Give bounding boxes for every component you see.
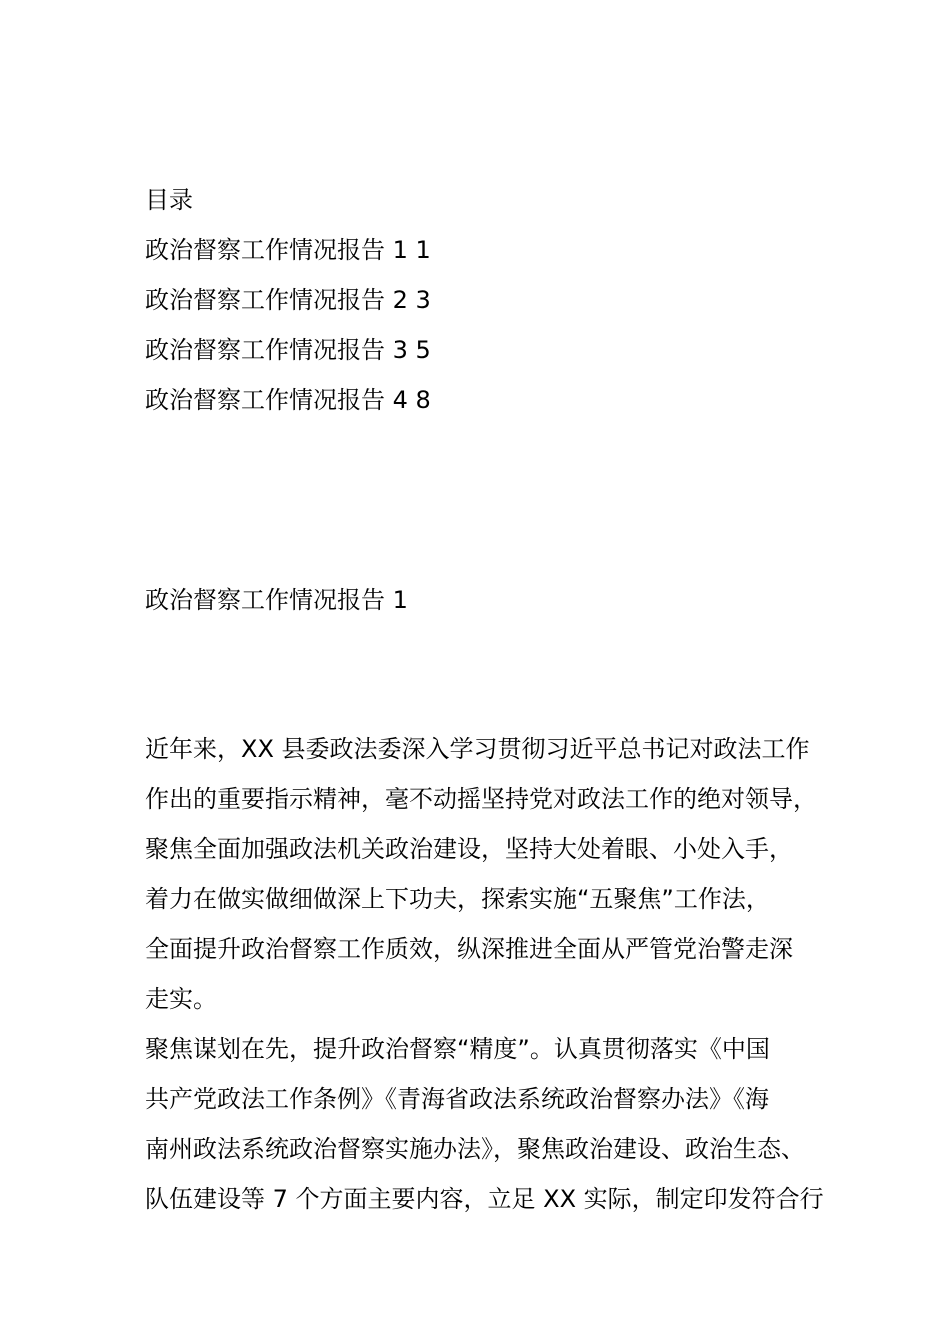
paragraph-line: 聚焦谋划在先，提升政治督察“精度”。认真贯彻落实《中国	[145, 1035, 770, 1063]
paragraph-line: 队伍建设等 7 个方面主要内容，立足 XX 实际，制定印发符合行	[145, 1185, 824, 1213]
paragraph-line: 着力在做实做细做深上下功夫，探索实施“五聚焦”工作法，	[145, 885, 770, 913]
toc-item[interactable]: 政治督察工作情况报告 2 3	[145, 286, 431, 314]
toc-heading: 目录	[145, 186, 193, 214]
paragraph-line: 南州政法系统政治督察实施办法》，聚焦政治建设、政治生态、	[145, 1135, 805, 1163]
toc-item[interactable]: 政治督察工作情况报告 4 8	[145, 386, 431, 414]
toc-item[interactable]: 政治督察工作情况报告 1 1	[145, 236, 431, 264]
report-paragraph-2	[145, 1024, 835, 1224]
paragraph-line: 全面提升政治督察工作质效，纵深推进全面从严管党治警走深	[145, 935, 793, 963]
report-paragraph-1	[145, 724, 835, 1024]
paragraph-line: 走实。	[145, 985, 217, 1013]
report-title: 政治督察工作情况报告 1	[145, 586, 408, 614]
toc-item[interactable]: 政治督察工作情况报告 3 5	[145, 336, 431, 364]
paragraph-line: 近年来，XX 县委政法委深入学习贯彻习近平总书记对政法工作	[145, 735, 810, 763]
paragraph-line: 共产党政法工作条例》《青海省政法系统政治督察办法》《海	[145, 1085, 769, 1113]
paragraph-line: 作出的重要指示精神，毫不动摇坚持党对政法工作的绝对领导，	[145, 785, 817, 813]
paragraph-line: 聚焦全面加强政法机关政治建设，坚持大处着眼、小处入手，	[145, 835, 793, 863]
